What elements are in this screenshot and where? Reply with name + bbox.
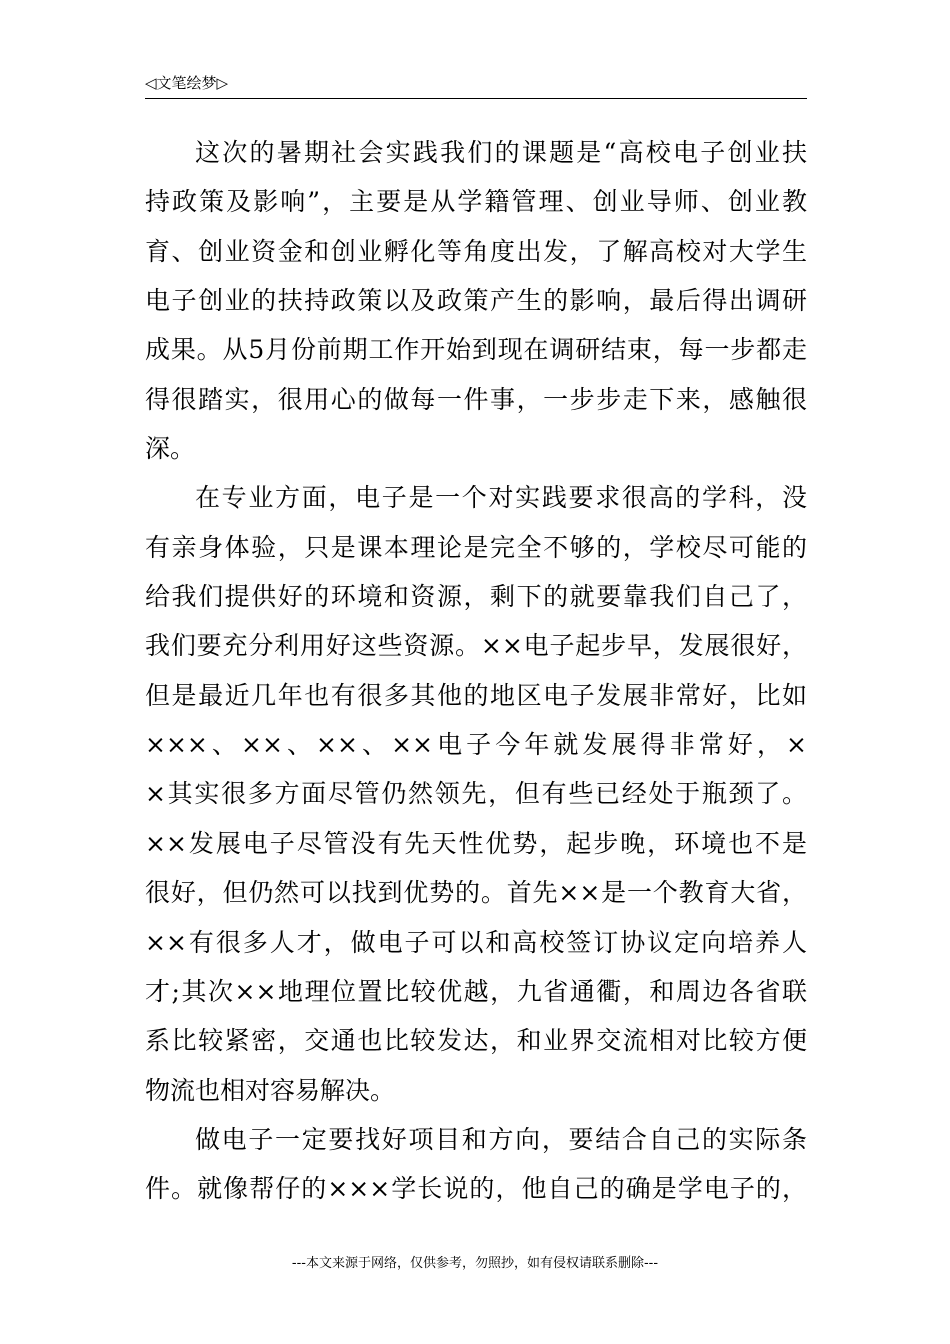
paragraph-2-line: 才;其次××地理位置比较优越，九省通衢，和周边各省联 bbox=[145, 976, 807, 1006]
paragraph-2-line: 有亲身体验，只是课本理论是完全不够的，学校尽可能的 bbox=[145, 532, 807, 562]
paragraph-3-line: 件。就像帮仔的×××学长说的，他自己的确是学电子的， bbox=[145, 1174, 807, 1204]
paragraph-1-line: 育、创业资金和创业孵化等角度出发，了解高校对大学生 bbox=[145, 236, 807, 266]
paragraph-2-line: ××有很多人才，做电子可以和高校签订协议定向培养人 bbox=[145, 927, 807, 957]
paragraph-2-line: 很好，但仍然可以找到优势的。首先××是一个教育大省， bbox=[145, 878, 807, 908]
header-title: ◁文笔绘梦▷ bbox=[145, 74, 229, 92]
paragraph-2-line: 系比较紧密，交通也比较发达，和业界交流相对比较方便 bbox=[145, 1026, 807, 1056]
paragraph-2-line: 在专业方面，电子是一个对实践要求很高的学科，没 bbox=[195, 483, 807, 513]
paragraph-1-line: 电子创业的扶持政策以及政策产生的影响，最后得出调研 bbox=[145, 286, 807, 316]
paragraph-2-line: 物流也相对容易解决。 bbox=[145, 1075, 396, 1105]
paragraph-2-line: 我们要充分利用好这些资源。××电子起步早，发展很好， bbox=[145, 631, 807, 661]
paragraph-2-line: 但是最近几年也有很多其他的地区电子发展非常好，比如 bbox=[145, 680, 807, 710]
paragraph-1-line: 成果。从5月份前期工作开始到现在调研结束，每一步都走 bbox=[145, 335, 807, 365]
paragraph-2-line: 给我们提供好的环境和资源，剩下的就要靠我们自己了， bbox=[145, 582, 807, 612]
paragraph-1-line: 得很踏实，很用心的做每一件事，一步步走下来，感触很 bbox=[145, 384, 807, 414]
paragraph-1-line: 持政策及影响”，主要是从学籍管理、创业导师、创业教 bbox=[145, 187, 807, 217]
paragraph-2-line: ×××、××、××、××电子今年就发展得非常好，× bbox=[145, 730, 807, 760]
page-footer: ---本文来源于网络，仅供参考，勿照抄，如有侵权请联系删除--- bbox=[291, 1256, 659, 1271]
page-header bbox=[145, 72, 807, 99]
paragraph-2-line: ×其实很多方面尽管仍然领先，但有些已经处于瓶颈了。 bbox=[145, 779, 807, 809]
paragraph-1-line: 这次的暑期社会实践我们的课题是“高校电子创业扶 bbox=[195, 138, 807, 167]
paragraph-3-line: 做电子一定要找好项目和方向，要结合自己的实际条 bbox=[195, 1124, 807, 1154]
paragraph-2-line: ××发展电子尽管没有先天性优势，起步晚，环境也不是 bbox=[145, 828, 807, 858]
paragraph-1-line: 深。 bbox=[145, 434, 196, 464]
document-body bbox=[145, 128, 807, 1214]
